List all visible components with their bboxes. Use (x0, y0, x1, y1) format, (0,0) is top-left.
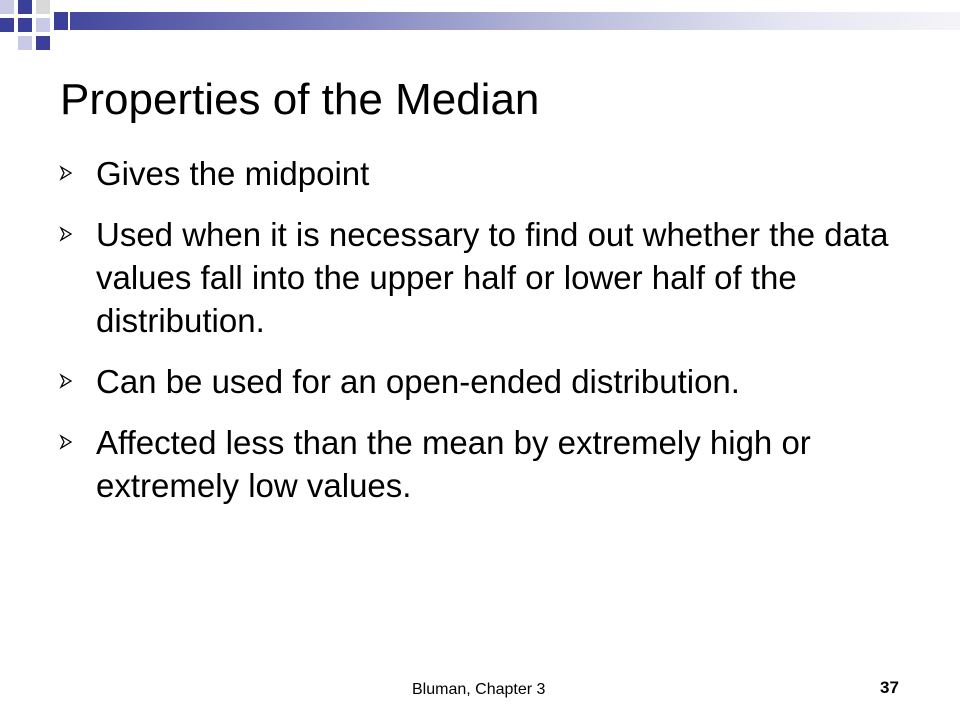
footer-text: Bluman, Chapter 3 (412, 681, 546, 698)
decor-square (36, 0, 50, 14)
decor-square (18, 36, 32, 50)
bullet-item (58, 213, 918, 342)
bullet-text: Can be used for an open-ended distribution. (96, 363, 740, 400)
arrowhead-bullet-icon (58, 226, 74, 242)
bullet-text: Gives the midpoint (96, 155, 370, 192)
arrowhead-bullet-icon (58, 165, 74, 181)
bullet-text: Used when it is necessary to find out whether the data values fall into the upper half or lower half of the distribution. (96, 216, 889, 339)
page-number: 37 (880, 678, 899, 697)
bullet-item (58, 152, 918, 195)
bullet-text: Affected less than the mean by extremely high or extremely low values. (96, 424, 811, 504)
bullet-item (58, 360, 918, 403)
slide-title: Properties of the Median (60, 75, 540, 124)
decor-square (0, 18, 14, 32)
bullet-list (58, 152, 918, 525)
arrowhead-bullet-icon (58, 434, 74, 450)
header-gradient-bar (70, 12, 960, 30)
decor-square (36, 36, 50, 50)
bullet-item (58, 421, 918, 507)
decor-square (18, 0, 32, 14)
decor-square (0, 0, 14, 14)
arrowhead-bullet-icon (58, 373, 74, 389)
decor-square (36, 18, 50, 32)
decor-square (18, 18, 32, 32)
decor-square (54, 12, 68, 30)
